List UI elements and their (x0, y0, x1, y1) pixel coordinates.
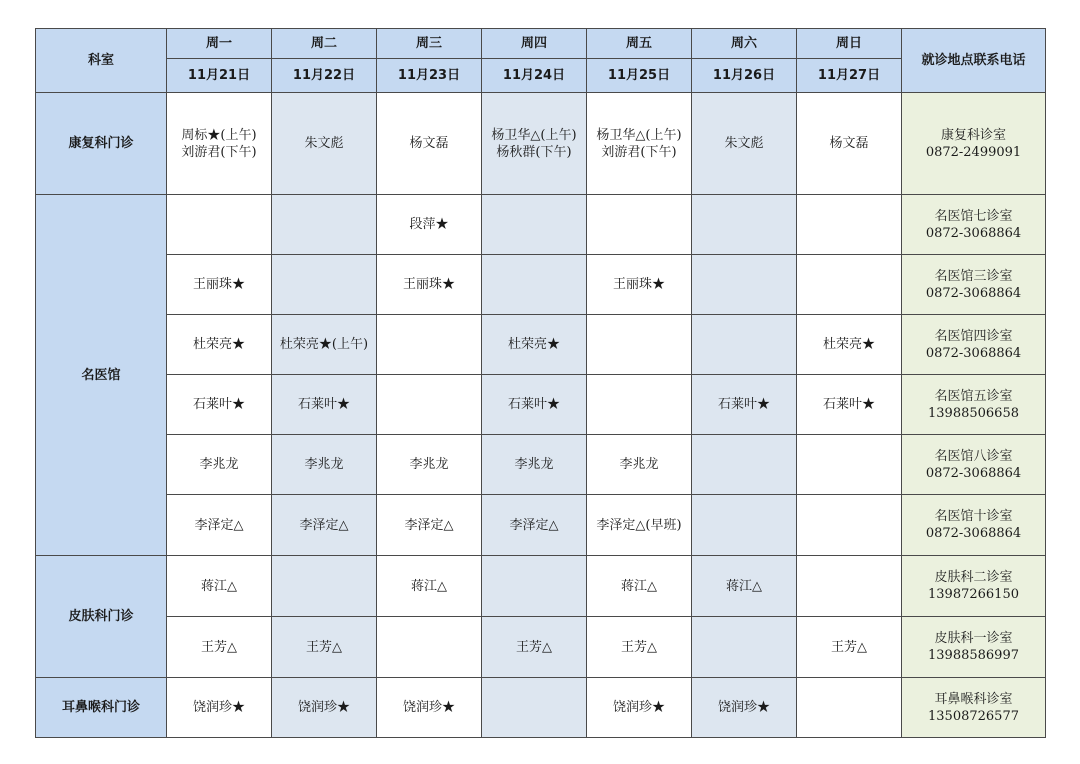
doctor-cell (797, 495, 902, 556)
doctor-name: 石莱叶★ (297, 397, 350, 412)
doctor-cell (797, 375, 902, 435)
doctor-cell (272, 375, 377, 435)
clinic-room: 耳鼻喉科诊室 (934, 691, 1013, 707)
doctor-name: 饶润珍★ (402, 700, 455, 715)
doctor-cell (797, 195, 902, 255)
doctor-cell (797, 93, 902, 195)
doctor-cell (167, 678, 272, 738)
doctor-cell (377, 556, 482, 617)
doctor-cell (797, 556, 902, 617)
dept-header: 科室 (36, 29, 167, 93)
weekday-header: 周日 (797, 29, 902, 59)
doctor-cell (482, 435, 587, 495)
phone-number: 0872-3068864 (925, 465, 1022, 481)
location-cell (902, 495, 1046, 556)
doctor-cell (692, 195, 797, 255)
doctor-cell (482, 93, 587, 195)
doctor-cell (272, 617, 377, 678)
department-name: 耳鼻喉科门诊 (36, 678, 167, 738)
department-name: 皮肤科门诊 (36, 556, 167, 678)
weekday-header: 周三 (377, 29, 482, 59)
doctor-name: 李泽定△ (194, 517, 244, 533)
doctor-cell (692, 617, 797, 678)
schedule-body (36, 93, 1046, 738)
doctor-name: 朱文彪 (304, 136, 344, 151)
doctor-cell (272, 556, 377, 617)
doctor-name: 李兆龙 (199, 457, 239, 472)
doctor-cell (587, 617, 692, 678)
doctor-name: 杜荣亮★(上午) (279, 337, 369, 352)
clinic-room: 名医馆七诊室 (934, 208, 1013, 224)
doctor-cell (587, 255, 692, 315)
doctor-name: 李兆龙 (514, 457, 554, 472)
doctor-name: 王芳△ (621, 639, 657, 655)
doctor-name: 刘游君(下午) (601, 144, 677, 160)
doctor-cell (797, 617, 902, 678)
doctor-cell (377, 435, 482, 495)
doctor-cell (797, 678, 902, 738)
schedule-row (36, 93, 1046, 195)
doctor-cell (272, 495, 377, 556)
clinic-room: 名医馆五诊室 (934, 388, 1013, 404)
doctor-name: 蒋江△ (411, 578, 447, 594)
doctor-name: 石莱叶★ (192, 397, 245, 412)
doctor-name: 王丽珠★ (402, 277, 455, 292)
doctor-cell (587, 375, 692, 435)
doctor-name: 段萍★ (409, 217, 449, 232)
doctor-cell (272, 678, 377, 738)
location-cell (902, 255, 1046, 315)
schedule-header (36, 29, 1046, 93)
weekday-header: 周四 (482, 29, 587, 59)
clinic-room: 皮肤科二诊室 (934, 570, 1013, 585)
phone-number: 0872-3068864 (925, 285, 1022, 301)
date-header: 11月25日 (587, 59, 692, 93)
doctor-name: 李泽定△(早班) (596, 517, 682, 533)
doctor-cell (377, 617, 482, 678)
date-header: 11月27日 (797, 59, 902, 93)
department-name: 康复科门诊 (36, 93, 167, 195)
doctor-name: 朱文彪 (724, 136, 764, 151)
doctor-name: 饶润珍★ (612, 700, 665, 715)
doctor-cell (272, 93, 377, 195)
doctor-name: 王丽珠★ (612, 277, 665, 292)
location-cell (902, 556, 1046, 617)
doctor-name: 蒋江△ (201, 578, 237, 594)
weekday-header: 周六 (692, 29, 797, 59)
doctor-cell (167, 195, 272, 255)
doctor-cell (692, 678, 797, 738)
doctor-name: 蒋江△ (621, 578, 657, 594)
doctor-cell (377, 495, 482, 556)
doctor-cell (482, 617, 587, 678)
doctor-name: 石莱叶★ (717, 397, 770, 412)
doctor-cell (692, 375, 797, 435)
contact-header: 就诊地点联系电话 (902, 29, 1046, 93)
doctor-cell (272, 255, 377, 315)
weekday-row (36, 29, 1046, 59)
schedule-row (36, 556, 1046, 617)
schedule-row (36, 617, 1046, 678)
location-cell (902, 93, 1046, 195)
doctor-name: 王芳△ (516, 639, 552, 655)
weekday-header: 周一 (167, 29, 272, 59)
doctor-name: 周标★(上午) (181, 127, 257, 143)
doctor-name: 杨卫华△(上午) (491, 127, 577, 143)
doctor-name: 李泽定△ (509, 517, 559, 533)
doctor-name: 杨秋群(下午) (496, 144, 572, 160)
doctor-cell (167, 556, 272, 617)
doctor-cell (167, 495, 272, 556)
doctor-cell (482, 556, 587, 617)
doctor-cell (377, 93, 482, 195)
department-name: 名医馆 (36, 195, 167, 556)
doctor-name: 蒋江△ (726, 578, 762, 594)
doctor-cell (692, 556, 797, 617)
date-header: 11月26日 (692, 59, 797, 93)
doctor-cell (797, 435, 902, 495)
doctor-name: 李泽定△ (404, 517, 454, 533)
doctor-cell (377, 315, 482, 375)
doctor-cell (797, 255, 902, 315)
doctor-cell (692, 315, 797, 375)
phone-number: 0872-3068864 (925, 526, 1022, 541)
doctor-cell (587, 195, 692, 255)
clinic-room: 名医馆三诊室 (934, 268, 1013, 284)
clinic-room: 名医馆十诊室 (934, 509, 1013, 524)
schedule-row (36, 315, 1046, 375)
phone-number: 13987266150 (928, 587, 1019, 602)
location-cell (902, 375, 1046, 435)
doctor-cell (272, 435, 377, 495)
doctor-cell (587, 315, 692, 375)
weekday-header: 周二 (272, 29, 377, 59)
clinic-room: 皮肤科一诊室 (934, 631, 1013, 646)
doctor-name: 饶润珍★ (717, 700, 770, 715)
doctor-name: 王芳△ (831, 639, 867, 655)
doctor-cell (692, 495, 797, 556)
doctor-cell (692, 255, 797, 315)
doctor-name: 杜荣亮★ (822, 337, 875, 352)
doctor-cell (587, 556, 692, 617)
doctor-cell (167, 315, 272, 375)
doctor-name: 杨卫华△(上午) (596, 127, 682, 143)
doctor-cell (482, 195, 587, 255)
schedule-row (36, 435, 1046, 495)
doctor-cell (272, 195, 377, 255)
phone-number: 13988506658 (928, 405, 1019, 421)
doctor-name: 王芳△ (201, 639, 237, 655)
doctor-cell (482, 255, 587, 315)
date-header: 11月24日 (482, 59, 587, 93)
location-cell (902, 435, 1046, 495)
doctor-name: 李兆龙 (304, 457, 344, 472)
doctor-cell (587, 435, 692, 495)
location-cell (902, 617, 1046, 678)
doctor-cell (377, 255, 482, 315)
doctor-cell (167, 93, 272, 195)
doctor-name: 饶润珍★ (297, 700, 350, 715)
doctor-cell (482, 375, 587, 435)
schedule-row (36, 255, 1046, 315)
clinic-room: 名医馆四诊室 (934, 328, 1013, 344)
doctor-name: 杨文磊 (409, 136, 449, 151)
doctor-cell (482, 678, 587, 738)
doctor-cell (167, 255, 272, 315)
schedule-row (36, 678, 1046, 738)
doctor-cell (482, 495, 587, 556)
clinic-room: 康复科诊室 (940, 127, 1006, 143)
doctor-cell (482, 315, 587, 375)
doctor-name: 石莱叶★ (507, 397, 560, 412)
schedule-table (35, 28, 1046, 738)
doctor-cell (587, 678, 692, 738)
doctor-cell (692, 93, 797, 195)
doctor-cell (167, 435, 272, 495)
clinic-room: 名医馆八诊室 (934, 448, 1013, 464)
doctor-cell (377, 678, 482, 738)
doctor-cell (272, 315, 377, 375)
doctor-name: 杜荣亮★ (507, 337, 560, 352)
doctor-cell (167, 375, 272, 435)
location-cell (902, 195, 1046, 255)
doctor-name: 李兆龙 (409, 457, 449, 472)
location-cell (902, 678, 1046, 738)
doctor-cell (692, 435, 797, 495)
doctor-name: 杨文磊 (829, 136, 869, 151)
doctor-cell (377, 195, 482, 255)
date-row (36, 59, 1046, 93)
phone-number: 0872-2499091 (925, 144, 1022, 160)
doctor-cell (167, 617, 272, 678)
doctor-name: 李兆龙 (619, 457, 659, 472)
location-cell (902, 315, 1046, 375)
doctor-name: 石莱叶★ (822, 397, 875, 412)
doctor-cell (587, 93, 692, 195)
doctor-name: 刘游君(下午) (181, 144, 257, 160)
doctor-name: 王芳△ (306, 639, 342, 655)
doctor-name: 饶润珍★ (192, 700, 245, 715)
doctor-cell (587, 495, 692, 556)
schedule-row (36, 495, 1046, 556)
date-header: 11月22日 (272, 59, 377, 93)
doctor-name: 李泽定△ (299, 517, 349, 533)
date-header: 11月21日 (167, 59, 272, 93)
weekday-header: 周五 (587, 29, 692, 59)
date-header: 11月23日 (377, 59, 482, 93)
doctor-name: 杜荣亮★ (192, 337, 245, 352)
doctor-name: 王丽珠★ (192, 277, 245, 292)
phone-number: 0872-3068864 (925, 345, 1022, 361)
schedule-row (36, 375, 1046, 435)
phone-number: 13508726577 (928, 708, 1019, 724)
doctor-cell (377, 375, 482, 435)
phone-number: 0872-3068864 (925, 225, 1022, 241)
schedule-row (36, 195, 1046, 255)
phone-number: 13988586997 (928, 648, 1019, 663)
doctor-cell (797, 315, 902, 375)
